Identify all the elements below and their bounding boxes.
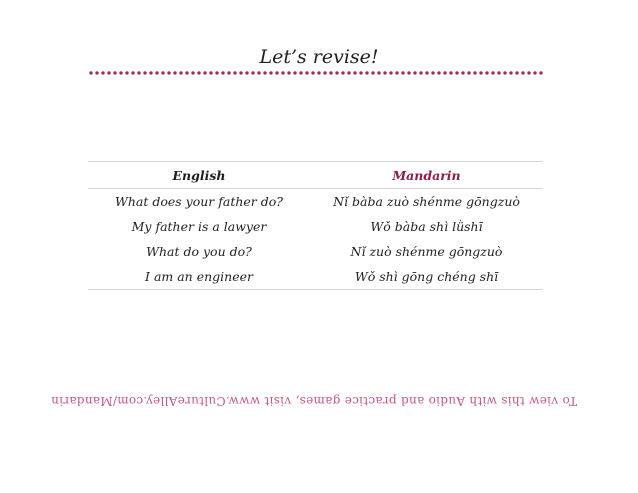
table-row xyxy=(88,264,543,290)
mandarin-cell: Wǒ shì gōng chéng shī xyxy=(310,264,543,290)
mandarin-cell: Wǒ bàba shì lǜshī xyxy=(370,219,483,234)
vocabulary-table xyxy=(88,161,543,290)
table-header-row xyxy=(88,162,543,189)
page-title: Let’s revise! xyxy=(259,46,379,68)
mandarin-cell: Nǐ zuò shénme gōngzuò xyxy=(350,244,503,259)
english-cell: My father is a lawyer xyxy=(131,219,267,234)
column-header-english: English xyxy=(88,162,310,189)
table-row xyxy=(88,239,543,264)
table-row xyxy=(88,214,543,239)
mandarin-cell: Nǐ bàba zuò shénme gōngzuò xyxy=(333,194,520,209)
english-cell: I am an engineer xyxy=(88,264,310,290)
english-cell: What does your father do? xyxy=(115,194,283,209)
column-header-mandarin: Mandarin xyxy=(310,162,543,189)
english-cell: What do you do? xyxy=(146,244,252,259)
dotted-divider xyxy=(88,71,544,75)
table-row xyxy=(88,189,543,215)
footer-link-text[interactable]: To view this with Audio and practice games, visit www.CultureAlley.com/Mandarin xyxy=(50,394,578,408)
